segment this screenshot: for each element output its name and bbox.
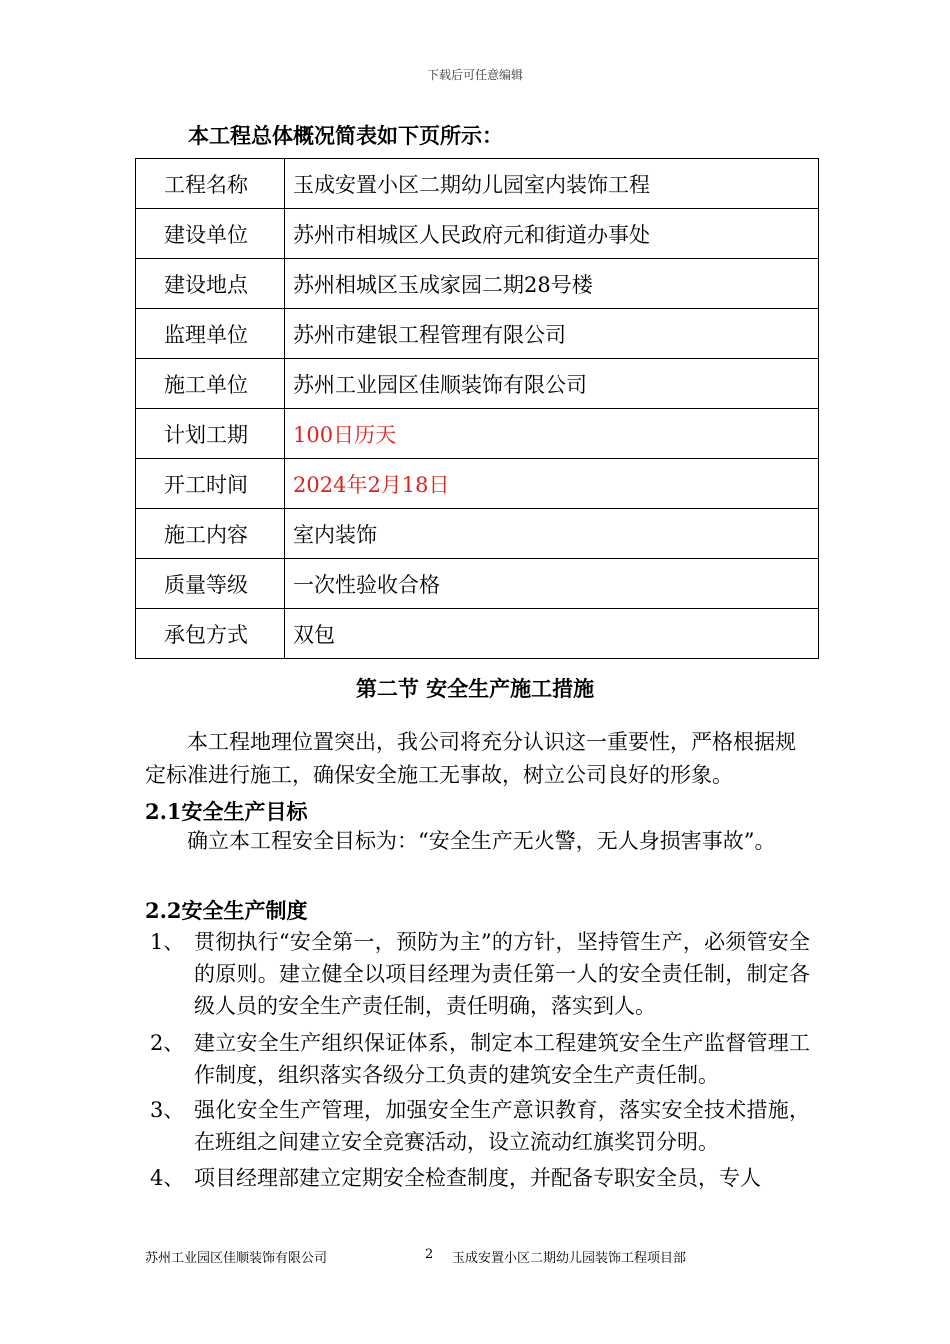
list-item-number: 1、 bbox=[150, 930, 185, 954]
table-row bbox=[136, 259, 819, 309]
footer-company: 苏州工业园区佳顺装饰有限公司 bbox=[145, 1251, 328, 1266]
page-number: 2 bbox=[425, 1247, 434, 1262]
row-key: 建设地点 bbox=[136, 259, 285, 309]
table-row bbox=[136, 409, 819, 459]
section-title: 第二节 安全生产施工措施 bbox=[355, 676, 595, 701]
row-value: 双包 bbox=[285, 609, 819, 659]
row-key: 建设单位 bbox=[136, 209, 285, 259]
list-item bbox=[150, 1162, 810, 1194]
row-key: 施工单位 bbox=[136, 359, 285, 409]
table-row bbox=[136, 159, 819, 209]
row-key: 质量等级 bbox=[136, 559, 285, 609]
list-item-text: 强化安全生产管理，加强安全生产意识教育，落实安全技术措施，在班组之间建立安全竞赛活动，设立流动红旗奖罚分明。 bbox=[194, 1098, 810, 1154]
heading-2-2: 2.2安全生产制度 bbox=[145, 898, 308, 923]
row-key: 计划工期 bbox=[136, 409, 285, 459]
list-item bbox=[150, 1094, 810, 1158]
table-row bbox=[136, 209, 819, 259]
table-row bbox=[136, 559, 819, 609]
row-key: 监理单位 bbox=[136, 309, 285, 359]
list-item-text: 项目经理部建立定期安全检查制度，并配备专职安全员，专人 bbox=[194, 1166, 761, 1190]
heading-2-1: 2.1安全生产目标 bbox=[145, 799, 308, 824]
row-key: 工程名称 bbox=[136, 159, 285, 209]
row-value: 苏州相城区玉成家园二期28号楼 bbox=[285, 259, 819, 309]
header-note: 下载后可任意编辑 bbox=[426, 68, 523, 82]
row-value: 玉成安置小区二期幼儿园室内装饰工程 bbox=[285, 159, 819, 209]
row-value: 100日历天 bbox=[285, 409, 819, 459]
list-item-number: 2、 bbox=[150, 1031, 185, 1055]
table-row bbox=[136, 309, 819, 359]
row-key: 开工时间 bbox=[136, 459, 285, 509]
row-value: 苏州市建银工程管理有限公司 bbox=[285, 309, 819, 359]
list-item-text: 建立安全生产组织保证体系，制定本工程建筑安全生产监督管理工作制度，组织落实各级分工负责的建筑安全生产责任制。 bbox=[194, 1031, 810, 1087]
row-value: 苏州工业园区佳顺装饰有限公司 bbox=[285, 359, 819, 409]
row-value: 2024年2月18日 bbox=[285, 459, 819, 509]
list-item-text: 贯彻执行“安全第一，预防为主”的方针，坚持管生产，必须管安全的原则。建立健全以项目经理为责任第一人的安全责任制，制定各级人员的安全生产责任制，责任明确，落实到人。 bbox=[194, 930, 810, 1018]
paragraph-goal: 确立本工程安全目标为：“安全生产无火警，无人身损害事故”。 bbox=[187, 829, 776, 853]
row-key: 承包方式 bbox=[136, 609, 285, 659]
list-item-number: 3、 bbox=[150, 1098, 185, 1122]
row-value: 苏州市相城区人民政府元和街道办事处 bbox=[285, 209, 819, 259]
intro-text: 本工程总体概况简表如下页所示： bbox=[188, 123, 503, 148]
table-row bbox=[136, 359, 819, 409]
table-row bbox=[136, 459, 819, 509]
list-item-number: 4、 bbox=[150, 1166, 185, 1190]
footer-project: 玉成安置小区二期幼儿园装饰工程项目部 bbox=[452, 1251, 687, 1266]
paragraph-intro: 本工程地理位置突出，我公司将充分认识这一重要性，严格根据规定标准进行施工，确保安全施工无事故，树立公司良好的形象。 bbox=[145, 730, 796, 787]
overview-table bbox=[135, 158, 819, 659]
list-item bbox=[150, 926, 810, 1022]
row-value: 一次性验收合格 bbox=[285, 559, 819, 609]
row-value: 室内装饰 bbox=[285, 509, 819, 559]
row-key: 施工内容 bbox=[136, 509, 285, 559]
table-row bbox=[136, 609, 819, 659]
table-row bbox=[136, 509, 819, 559]
list-item bbox=[150, 1027, 810, 1091]
